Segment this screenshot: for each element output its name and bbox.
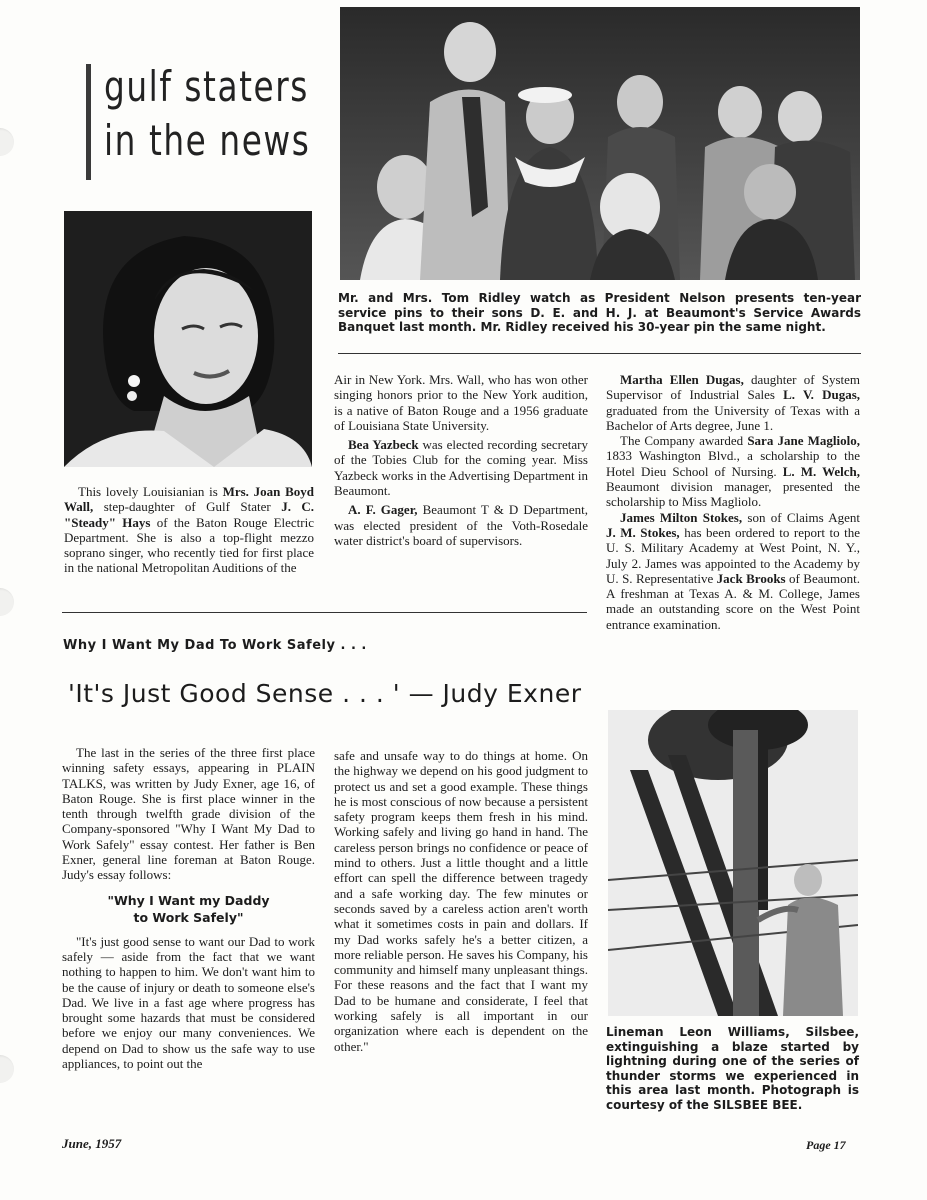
banquet-photo [340,7,860,280]
wall-father: J. C. "Steady" Hays [64,499,315,530]
dugas-t2: graduated from the University of Texas with a Bachelor of Arts degree, June 1. [606,402,860,433]
essay-column-1 [62,745,315,1071]
essay-headline: 'It's Just Good Sense . . . ' — Judy Exner [68,679,582,708]
portrait-photo-icon [64,211,312,467]
dugas-name: Martha Ellen Dugas, [620,372,744,387]
binder-hole [0,128,14,156]
wall-rest: of the Baton Rouge Electric Department. She is also a top-flight mezzo soprano singer, who recently tied for first place in the national Metropolitan Auditions of the [64,514,314,576]
wall-continued: Air in New York. Mrs. Wall, who has won other singing honors prior to the New York audition, is a native of Baton Rouge and a 1956 graduate of Louisiana State University. [334,372,588,433]
gager-name: A. F. Gager, [348,502,418,518]
stokes-rep: Jack Brooks [716,570,786,586]
magliolo-t3: Beaumont division manager, presented the scholarship to Miss Magliolo. [606,479,860,510]
wall-name: Mrs. Joan Boyd Wall, [64,484,314,515]
divider [62,612,587,613]
essay-part-1: "It's just good sense to want our Dad to work safely — aside from the fact that we want nothing to happen to him. We don't want him to be the cause of injury or death to someone else's Dad. We live in a fast age where progress has brought some hazards that must be considered before we enjoy our many conveniences. We depend on Dad to show us the safe way to use appliances, to point out the [62,933,315,1072]
wall-intro: This lovely Louisianian is [78,484,223,499]
essay-kicker: Why I Want My Dad To Work Safely . . . [63,638,367,653]
portrait-photo [64,211,312,467]
page-number: Page 17 [806,1138,846,1152]
footer-date: June, 1957 [62,1136,122,1151]
essay-title-line-1: "Why I Want my Daddy [107,892,270,908]
magliolo-name: Sara Jane Magliolo, [747,433,861,449]
magliolo-t1: The Company awarded [620,433,748,449]
yazbeck-name: Bea Yazbeck [348,437,419,453]
page-title [104,60,311,168]
banquet-photo-icon [340,7,860,280]
column-2-news [334,372,588,548]
binder-hole [0,588,14,616]
stokes-father: J. M. Stokes, [606,524,680,540]
stokes-t3: of Beaumont. A freshman at Texas A. & M. College, James made an outstanding score on the West Point entrance examination. [606,570,860,632]
essay-part-2: safe and unsafe way to do things at home. On the highway we depend on his good judgment to protect us and set a good example. These things he is most conscious of now because a persistent safety program keeps them fresh in his mind. Working safely and living go hand in hand. The careless person brings no confidence or peace of mind to others. Just a little thought and a little effort can spell the difference between tragedy and a safe working day. The few minutes or seconds saved by a careless action aren't worth what it sometimes costs in pain and dollars. If my Dad works safely he's a better citizen, a more reliable person. He saves his Company, his community and himself many unpleasant things. For these reasons and the fact that I want my Dad to be humane and considerate, I feel that working safely is all important in our organization where each is dependent on the other." [334,748,588,1054]
lineman-caption: Lineman Leon Williams, Silsbee, extinguishing a blaze started by lightning during one of the series of thunder storms we experienced in this area last month. Photograph is courtesy of the SILSBEE BEE. [606,1025,859,1112]
gager-text: Beaumont T & D Department, was elected president of the Voth-Rosedale water district's board of supervisors. [334,502,588,548]
lineman-photo [608,710,858,1016]
title-line-2: in the news [104,116,311,165]
essay-column-2 [334,748,588,1054]
essay-title-line-2: to Work Safely" [133,909,244,925]
yazbeck-text: was elected recording secretary of the Tobies Club for the coming year. Miss Yazbeck works in the Advertising Department in Beaumont. [334,437,588,499]
magliolo-t2: 1833 Washington Blvd., a scholarship to the Hotel Dieu School of Nursing. [606,448,860,479]
title-bar [86,64,91,180]
stokes-name: James Milton Stokes, [620,509,743,525]
dugas-t1: daughter of System Supervisor of Industrial Sales [606,372,861,403]
lineman-photo-icon [608,710,858,1016]
column-3-news [606,372,860,632]
title-line-1: gulf staters [104,62,309,111]
binder-hole [0,1055,14,1083]
dugas-father: L. V. Dugas, [783,387,861,403]
stokes-t1: son of Claims Agent [742,509,860,525]
essay-intro: The last in the series of the three first place winning safety essays, appearing in PLAIN TALKS, was written by Judy Exner, age 16, of Baton Rouge. She is first place winner in the tenth through twelfth grade division of the Company-sponsored "Why I Want My Dad to Work Safely" essay contest. Her father is Ben Exner, general line foreman at Baton Rouge. Judy's essay follows: [62,745,315,883]
divider [338,353,861,354]
welch-name: L. M. Welch, [782,463,861,479]
banquet-caption: Mr. and Mrs. Tom Ridley watch as President Nelson presents ten-year service pins to their sons D. E. and H. J. at Beaumont's Service Awards Banquet last month. Mr. Ridley received his 30-year pin the same night. [338,291,861,335]
wall-mid: step-daughter of Gulf Stater [93,499,282,515]
essay-title [62,892,315,926]
stokes-t2: has been ordered to report to the U. S. Military Academy at West Point, N. Y., July 2. James was appointed to the Academy by U. S. Representative [606,524,860,586]
wall-story [64,484,314,576]
